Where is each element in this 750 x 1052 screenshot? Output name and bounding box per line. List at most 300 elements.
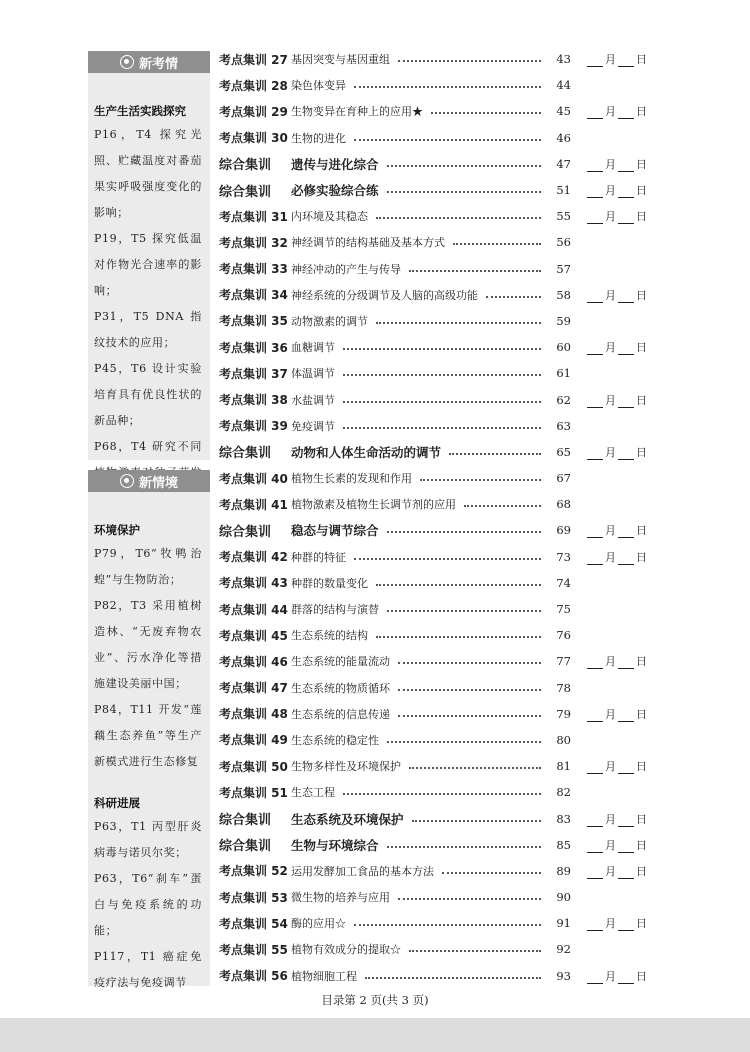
dot-leader (409, 270, 541, 272)
toc-row[interactable] (219, 596, 649, 622)
toc-topic: 生态系统的信息传递 (291, 707, 390, 721)
toc-row[interactable] (219, 622, 649, 648)
toc-label: 考点集训 41 (219, 497, 288, 512)
toc-topic: 生态系统的结构 (291, 629, 368, 643)
toc-topic: 微生物的培养与应用 (291, 891, 390, 905)
toc-page-number: 78 (556, 680, 571, 695)
day-blank-line (618, 920, 634, 931)
toc-topic: 必修实验综合练 (291, 183, 379, 199)
month-blank-line (587, 527, 603, 538)
date-blank (587, 968, 649, 984)
toc-topic: 神经系统的分级调节及人脑的高级功能 (291, 288, 478, 302)
toc-topic: 动物和人体生命活动的调节 (291, 444, 442, 460)
sidebar-section-title: 科研进展 (94, 796, 140, 810)
toc-topic: 生态系统的稳定性 (291, 733, 379, 747)
day-blank-line (618, 108, 634, 119)
day-blank-line (618, 161, 634, 172)
dot-leader (376, 217, 541, 219)
month-blank-line (587, 816, 603, 827)
date-blank (587, 758, 649, 774)
month-blank-line (587, 554, 603, 565)
dot-leader (387, 165, 541, 167)
month-blank-line (587, 344, 603, 355)
sidebar-body (88, 73, 210, 512)
toc-label: 综合集训 (219, 184, 272, 200)
toc-label: 考点集训 37 (219, 366, 288, 381)
toc-page-number: 58 (556, 287, 571, 302)
day-label: 日 (636, 550, 647, 564)
toc-label: 考点集训 28 (219, 78, 288, 93)
toc-row[interactable] (219, 544, 649, 570)
date-blank (587, 182, 649, 198)
dot-leader (453, 243, 541, 245)
dot-leader (409, 950, 541, 952)
toc-page-number: 91 (556, 916, 571, 931)
toc-row[interactable] (219, 413, 649, 439)
toc-label: 考点集训 52 (219, 864, 288, 879)
date-blank (587, 549, 649, 565)
month-blank-line (587, 108, 603, 119)
sidebar-item: P63，T6“刹车”蛋白与免疫系统的功能； (94, 872, 202, 937)
toc-page-number: 92 (556, 942, 571, 957)
toc-row[interactable] (219, 177, 649, 203)
date-blank (587, 103, 649, 119)
toc-label: 综合集训 (219, 446, 272, 462)
toc-label: 考点集训 35 (219, 314, 288, 329)
dot-leader (387, 610, 541, 612)
toc-label: 考点集训 43 (219, 576, 288, 591)
toc-row[interactable] (219, 570, 649, 596)
day-blank-line (618, 711, 634, 722)
day-label: 日 (636, 157, 647, 171)
toc-page-number: 44 (556, 78, 571, 93)
toc-page-number: 57 (556, 261, 571, 276)
toc-page-number: 46 (556, 130, 571, 145)
day-blank-line (618, 554, 634, 565)
day-label: 日 (636, 917, 647, 931)
toc-label: 考点集训 39 (219, 419, 288, 434)
badge-icon (120, 55, 134, 69)
toc-row[interactable] (219, 805, 649, 831)
toc-label: 考点集训 44 (219, 602, 288, 617)
toc-label: 考点集训 32 (219, 235, 288, 250)
month-blank-line (587, 920, 603, 931)
toc-topic: 动物激素的调节 (291, 314, 368, 328)
toc-label: 考点集训 47 (219, 681, 288, 696)
toc-topic: 生态系统的能量流动 (291, 655, 390, 669)
dot-leader (354, 558, 541, 560)
date-blank (587, 444, 649, 460)
dot-leader (409, 767, 541, 769)
toc-topic: 体温调节 (291, 367, 335, 381)
toc-label: 综合集训 (219, 524, 272, 540)
toc-page-number: 80 (556, 732, 571, 747)
sidebar-header (88, 51, 210, 73)
toc-page-number: 45 (556, 104, 571, 119)
toc-label: 考点集训 51 (219, 785, 288, 800)
dot-leader (387, 846, 541, 848)
toc-row[interactable] (219, 648, 649, 674)
sidebar-item: P117，T1 癌症免疫疗法与免疫调节 (94, 950, 202, 989)
toc-topic: 群落的结构与演替 (291, 603, 379, 617)
month-blank-line (587, 187, 603, 198)
toc-page-number: 90 (556, 890, 571, 905)
month-blank-line (587, 711, 603, 722)
date-blank (587, 653, 649, 669)
day-label: 日 (636, 184, 647, 198)
sidebar-item: P82，T3 采用植树造林、“无废弃物农业”、污水净化等措施建设美丽中国； (94, 599, 202, 690)
toc-row[interactable] (219, 229, 649, 255)
toc-label: 考点集训 53 (219, 890, 288, 905)
sidebar-header-label: 新考情 (138, 56, 178, 72)
date-blank (587, 522, 649, 538)
toc-topic: 生物变异在育种上的应用★ (291, 105, 423, 119)
toc-row[interactable] (219, 360, 649, 386)
toc-topic: 神经冲动的产生与传导 (291, 262, 401, 276)
day-blank-line (618, 527, 634, 538)
day-blank-line (618, 973, 634, 984)
toc-row[interactable] (219, 151, 649, 177)
day-label: 日 (636, 838, 647, 852)
toc-topic: 生物与环境综合 (291, 837, 379, 853)
day-label: 日 (636, 341, 647, 355)
toc-topic: 植物激素及植物生长调节剂的应用 (291, 498, 456, 512)
toc-topic: 生态工程 (291, 786, 335, 800)
dot-leader (376, 322, 541, 324)
toc-page-number: 81 (556, 759, 571, 774)
dot-leader (420, 479, 541, 481)
toc-page-number: 75 (556, 602, 571, 617)
month-blank-line (587, 161, 603, 172)
date-blank (587, 339, 649, 355)
toc-page-number: 62 (556, 392, 571, 407)
dot-leader (398, 60, 541, 62)
toc-row[interactable] (219, 386, 649, 412)
month-label: 月 (605, 288, 616, 302)
month-label: 月 (605, 341, 616, 355)
toc-row[interactable] (219, 334, 649, 360)
toc-topic: 生态系统的物质循环 (291, 681, 390, 695)
toc-row[interactable] (219, 884, 649, 910)
month-blank-line (587, 397, 603, 408)
sidebar-box-new-exam (88, 51, 210, 460)
toc-row[interactable] (219, 832, 649, 858)
toc-page-number: 79 (556, 706, 571, 721)
toc-row[interactable] (219, 936, 649, 962)
month-label: 月 (605, 393, 616, 407)
day-blank-line (618, 816, 634, 827)
page-footer: 目录第 2 页(共 3 页) (321, 993, 429, 1007)
toc-page-number: 69 (556, 523, 571, 538)
dot-leader (343, 401, 541, 403)
day-label: 日 (636, 812, 647, 826)
toc-row[interactable] (219, 72, 649, 98)
toc-page-number: 55 (556, 209, 571, 224)
toc-row[interactable] (219, 675, 649, 701)
sidebar-box-new-context (88, 470, 210, 989)
day-blank-line (618, 292, 634, 303)
month-label: 月 (605, 210, 616, 224)
toc-page-number: 60 (556, 340, 571, 355)
month-blank-line (587, 56, 603, 67)
month-blank-line (587, 449, 603, 460)
sidebar-item: P79，T6“牧鸭治蝗”与生物防治； (94, 547, 202, 586)
dot-leader (376, 584, 541, 586)
day-label: 日 (636, 105, 647, 119)
month-label: 月 (605, 550, 616, 564)
day-label: 日 (636, 864, 647, 878)
dot-leader (442, 872, 541, 874)
dot-leader (398, 898, 541, 900)
sidebar-body (88, 492, 210, 996)
month-blank-line (587, 763, 603, 774)
toc-row[interactable] (219, 125, 649, 151)
dot-leader (343, 374, 541, 376)
dot-leader (398, 715, 541, 717)
toc-row[interactable] (219, 910, 649, 936)
dot-leader (387, 531, 541, 533)
dot-leader (486, 296, 541, 298)
toc-topic: 生物多样性及环境保护 (291, 760, 401, 774)
dot-leader (354, 139, 541, 141)
toc-page-number: 43 (556, 52, 571, 67)
toc-row[interactable] (219, 465, 649, 491)
toc-page-number: 68 (556, 497, 571, 512)
month-blank-line (587, 868, 603, 879)
month-label: 月 (605, 445, 616, 459)
toc-row[interactable] (219, 98, 649, 124)
day-blank-line (618, 187, 634, 198)
toc-topic: 生物的进化 (291, 131, 346, 145)
toc-topic: 遗传与进化综合 (291, 156, 379, 172)
toc-page-number: 76 (556, 628, 571, 643)
day-blank-line (618, 449, 634, 460)
dot-leader (354, 86, 541, 88)
month-label: 月 (605, 812, 616, 826)
toc-label: 考点集训 55 (219, 942, 288, 957)
toc-row[interactable] (219, 203, 649, 229)
toc-page-number: 56 (556, 235, 571, 250)
day-label: 日 (636, 655, 647, 669)
toc-label: 综合集训 (219, 839, 272, 855)
dot-leader (376, 636, 541, 638)
toc-label: 考点集训 34 (219, 288, 288, 303)
dot-leader (431, 112, 541, 114)
month-label: 月 (605, 760, 616, 774)
month-label: 月 (605, 524, 616, 538)
day-label: 日 (636, 445, 647, 459)
dot-leader (398, 689, 541, 691)
toc-row[interactable] (219, 701, 649, 727)
month-label: 月 (605, 969, 616, 983)
day-label: 日 (636, 210, 647, 224)
toc-row[interactable] (219, 963, 649, 989)
sidebar-item: P68，T4 研究不同 (94, 440, 202, 453)
toc-row[interactable] (219, 439, 649, 465)
toc-page-number: 59 (556, 313, 571, 328)
date-blank (587, 837, 649, 853)
badge-icon (120, 474, 134, 488)
date-blank (587, 156, 649, 172)
dot-leader (464, 505, 541, 507)
day-label: 日 (636, 53, 647, 67)
day-blank-line (618, 213, 634, 224)
month-label: 月 (605, 105, 616, 119)
day-label: 日 (636, 288, 647, 302)
toc-page-number: 61 (556, 366, 571, 381)
sidebar-item: P19，T5 探究低温对作物光合速率的影响； (94, 232, 202, 297)
toc-row[interactable] (219, 727, 649, 753)
toc-page-number: 47 (556, 156, 571, 171)
month-blank-line (587, 213, 603, 224)
day-label: 日 (636, 393, 647, 407)
toc-label: 考点集训 56 (219, 969, 288, 984)
toc-label: 考点集训 33 (219, 262, 288, 277)
date-blank (587, 51, 649, 67)
date-blank (587, 706, 649, 722)
sidebar-item: P31，T5 DNA 指纹技术的应用； (94, 310, 202, 349)
toc-topic: 免疫调节 (291, 419, 335, 433)
toc-page-number: 82 (556, 785, 571, 800)
toc-label: 综合集训 (219, 813, 272, 829)
sidebar-header (88, 470, 210, 492)
dot-leader (398, 662, 541, 664)
dot-leader (343, 793, 541, 795)
date-blank (587, 208, 649, 224)
day-blank-line (618, 658, 634, 669)
month-label: 月 (605, 917, 616, 931)
toc-row[interactable] (219, 858, 649, 884)
toc-topic: 酶的应用☆ (291, 917, 346, 931)
toc-page-number: 73 (556, 549, 571, 564)
toc-label: 考点集训 42 (219, 550, 288, 565)
month-label: 月 (605, 157, 616, 171)
day-blank-line (618, 868, 634, 879)
toc-topic: 生态系统及环境保护 (291, 811, 404, 827)
month-label: 月 (605, 838, 616, 852)
day-blank-line (618, 56, 634, 67)
toc-topic: 染色体变异 (291, 79, 346, 93)
bottom-bar (0, 1018, 750, 1052)
dot-leader (354, 924, 541, 926)
month-label: 月 (605, 184, 616, 198)
day-label: 日 (636, 524, 647, 538)
toc-label: 考点集训 49 (219, 733, 288, 748)
sidebar-section-title: 生产生活实践探究 (94, 104, 186, 118)
toc-row[interactable] (219, 491, 649, 517)
date-blank (587, 811, 649, 827)
toc-page-number: 51 (556, 183, 571, 198)
day-blank-line (618, 763, 634, 774)
day-blank-line (618, 842, 634, 853)
toc-label: 考点集训 38 (219, 393, 288, 408)
toc-page-number: 93 (556, 968, 571, 983)
month-label: 月 (605, 707, 616, 721)
month-blank-line (587, 842, 603, 853)
toc-row[interactable] (219, 282, 649, 308)
toc-topic: 植物生长素的发现和作用 (291, 472, 412, 486)
day-label: 日 (636, 707, 647, 721)
toc-topic: 基因突变与基因重组 (291, 53, 390, 67)
toc-row[interactable] (219, 308, 649, 334)
toc-label: 考点集训 50 (219, 759, 288, 774)
toc-row[interactable] (219, 256, 649, 282)
table-of-contents (219, 46, 649, 989)
toc-topic: 种群的数量变化 (291, 576, 368, 590)
toc-label: 考点集训 36 (219, 340, 288, 355)
month-label: 月 (605, 53, 616, 67)
sidebar-item: P84，T11 开发“莲藕生态养鱼”等生产新模式进行生态修复 (94, 703, 202, 768)
toc-topic: 运用发酵加工食品的基本方法 (291, 864, 434, 878)
toc-topic: 内环境及其稳态 (291, 210, 368, 224)
sidebar-header-label: 新情境 (138, 475, 178, 491)
toc-topic: 植物细胞工程 (291, 969, 357, 983)
toc-label: 考点集训 27 (219, 52, 288, 67)
sidebar-item: P16，T4 探究光照、贮藏温度对番茄果实呼吸强度变化的影响； (94, 128, 202, 219)
dot-leader (365, 977, 541, 979)
dot-leader (343, 427, 541, 429)
toc-page-number: 77 (556, 654, 571, 669)
date-blank (587, 915, 649, 931)
toc-topic: 植物有效成分的提取☆ (291, 943, 401, 957)
toc-row[interactable] (219, 753, 649, 779)
toc-label: 考点集训 31 (219, 209, 288, 224)
day-label: 日 (636, 760, 647, 774)
toc-page-number: 63 (556, 418, 571, 433)
toc-page-number: 83 (556, 811, 571, 826)
month-blank-line (587, 292, 603, 303)
day-label: 日 (636, 969, 647, 983)
dot-leader (449, 453, 541, 455)
date-blank (587, 392, 649, 408)
dot-leader (387, 741, 541, 743)
toc-label: 考点集训 29 (219, 104, 288, 119)
day-blank-line (618, 344, 634, 355)
month-blank-line (587, 658, 603, 669)
toc-label: 考点集训 45 (219, 628, 288, 643)
toc-row[interactable] (219, 779, 649, 805)
toc-page-number: 85 (556, 837, 571, 852)
day-blank-line (618, 397, 634, 408)
toc-label: 综合集训 (219, 158, 272, 174)
toc-page-number: 65 (556, 444, 571, 459)
toc-label: 考点集训 48 (219, 707, 288, 722)
sidebar-item: P63，T1 丙型肝炎病毒与诺贝尔奖； (94, 820, 202, 859)
month-label: 月 (605, 864, 616, 878)
toc-row[interactable] (219, 517, 649, 543)
month-blank-line (587, 973, 603, 984)
toc-row[interactable] (219, 46, 649, 72)
toc-page-number: 74 (556, 575, 571, 590)
toc-page-number: 89 (556, 863, 571, 878)
toc-label: 考点集训 30 (219, 131, 288, 146)
toc-topic: 神经调节的结构基础及基本方式 (291, 236, 445, 250)
toc-topic: 血糖调节 (291, 341, 335, 355)
sidebar-item: P45，T6 设计实验培育具有优良性状的新品种； (94, 362, 202, 427)
toc-topic: 稳态与调节综合 (291, 523, 379, 539)
toc-topic: 种群的特征 (291, 550, 346, 564)
dot-leader (412, 820, 541, 822)
toc-label: 考点集训 40 (219, 471, 288, 486)
toc-label: 考点集训 46 (219, 654, 288, 669)
sidebar-section-title: 环境保护 (94, 523, 140, 537)
toc-page-number: 67 (556, 471, 571, 486)
date-blank (587, 287, 649, 303)
dot-leader (343, 348, 541, 350)
dot-leader (387, 191, 541, 193)
toc-topic: 水盐调节 (291, 393, 335, 407)
month-label: 月 (605, 655, 616, 669)
